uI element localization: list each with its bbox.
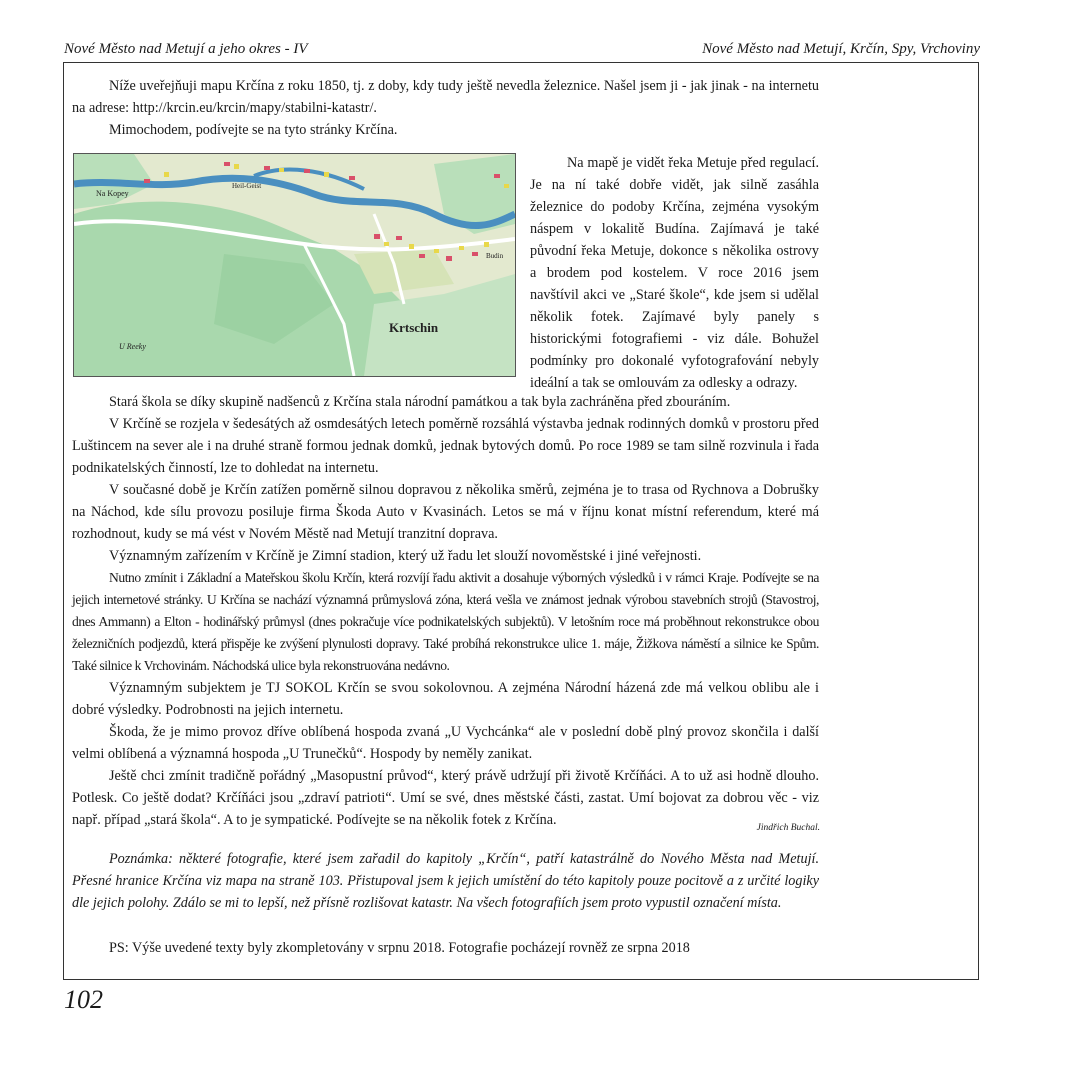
page-number: 102 xyxy=(64,985,103,1014)
body-paragraph: V Krčíně se rozjela v šedesátých až osmdesátých letech poměrně rozsáhlá výstavba jednak rodinných domků v prostoru před Luštincem na sever ale i na druhé straně formou jednak domků, jednak bytových domů. Po roce 1989 se tam silně rozvinula i řada podnikatelských činností, lze to dohledat na internetu. xyxy=(72,416,819,476)
author-signature: Jindřich Buchal. xyxy=(756,823,820,833)
ps-paragraph: PS: Výše uvedené texty byly zkompletovány v srpnu 2018. Fotografie pocházejí rovněž ze srpna 2018 xyxy=(109,940,690,956)
cadastral-map-image xyxy=(73,153,516,377)
intro-paragraph: Mimochodem, podívejte se na tyto stránky Krčína. xyxy=(109,122,398,138)
map-label-u-reeky: U Reeky xyxy=(119,342,146,351)
main-text xyxy=(72,391,819,831)
note-paragraph: Poznámka: některé fotografie, které jsem zařadil do kapitoly „Krčín“, patří katastrálně do Nového Města nad Metují. Přesné hranice Krčína viz mapa na straně 103. Přistupoval jsem k jejich umístění do této kapitoly pouze pocitově a z určité logiky dle jejich polohy. Zdálo se mi to lepší, než přísně rozlišovat katastr. Na všech fotografiích jsem proto vypustil označení místa. xyxy=(72,851,819,911)
map-description: Na mapě je vidět řeka Metuje před regulací. Je na ní také dobře vidět, jak silně zasáhla železnice do podoby Krčína, zejména vysokým náspem v lokalitě Budína. Zajímavá je také původní řeka Metuje, dokonce s několika ostrovy a brodem pod kostelem. V roce 2016 jsem navštívil akci ve „Staré škole“, kde jsem si udělal několik fotek. Zajímavé byly panely s historickými fotografiemi - viz dále. Bohužel podmínky pro dokonalé vyfotografování nebyly ideální a tak se omlouvám za odlesky a odrazy. xyxy=(530,155,819,391)
intro-text xyxy=(72,75,819,141)
map-label-krtschin: Krtschin xyxy=(389,320,439,335)
map-label-na-kopey: Na Kopey xyxy=(96,189,129,198)
running-header-left: Nové Město nad Metují a jeho okres - IV xyxy=(64,41,308,57)
body-paragraph: V současné době je Krčín zatížen poměrně silnou dopravou z několika směrů, zejména je to trasa od Rychnova a Dobrušky na Náchod, kde sílu provozu posiluje firma Škoda Auto v Kvasinách. Letos se má v říjnu konat místní referendum, které má rozhodnout, kudy se má vést v Novém Městě nad Metují tranzitní doprava. xyxy=(72,482,819,542)
body-paragraph: Významným subjektem je TJ SOKOL Krčín se svou sokolovnou. A zejména Národní házená zde má velkou oblibu ale i dobré výsledky. Podrobnosti na jejich internetu. xyxy=(72,680,819,718)
body-paragraph: Škoda, že je mimo provoz dříve oblíbená hospoda zvaná „U Vychcánka“ ale v poslední době plný provoz skončila i další velmi oblíbená a významná hospoda „U Trunečků“. Hospody by neměly zanikat. xyxy=(72,724,819,762)
running-header-right: Nové Město nad Metují, Krčín, Spy, Vrchoviny xyxy=(702,41,980,57)
body-paragraph-condensed: Nutno zmínit i Základní a Mateřskou školu Krčín, která rozvíjí řadu aktivit a dosahuje výborných výsledků i v rámci Kraje. Podívejte se na jejich internetové stránky. U Krčína se nachází významná průmyslová zóna, která vešla ve známost jednak výrobou stavebních strojů (Stavostroj, dnes Ammann) a Elton - hodinářský průmysl (dnes pokračuje více podnikatelských subjektů). V letošním roce má proběhnout rekonstrukce obou železničních podjezdů, která přispěje ke zvýšení plynulosti dopravy. Také probíhá rekonstrukce ulice 1. máje, Žižkova náměstí a silnice ke Spům. Také silnice k Vrchovinám. Náchodská ulice byla rekonstruována nedávno. xyxy=(72,570,819,673)
intro-paragraph: Níže uveřejňuji mapu Krčína z roku 1850, tj. z doby, kdy tudy ještě nevedla železnice. Našel jsem ji - jak jinak - na internetu na adrese: http://krcin.eu/krcin/mapy/stabilni-katastr/. xyxy=(72,78,819,116)
body-paragraph: Významným zařízením v Krčíně je Zimní stadion, který už řadu let slouží novoměstské i jiné veřejnosti. xyxy=(109,548,702,564)
map-illustration xyxy=(74,154,515,376)
map-label-budin: Budin xyxy=(486,252,504,260)
body-paragraph: Ještě chci zmínit tradičně pořádný „Masopustní průvod“, který právě udržují při životě Krčíňáci. A to už asi hodně dlouho. Potlesk. Co ještě dodat? Krčíňáci jsou „zdraví patrioti“. Umí se své, dnes městské části, zastat. Umí bojovat za dobrou věc - viz např. případ „stará škola“. A to je sympatické. Podívejte se na několik fotek z Krčína. xyxy=(72,768,819,828)
body-paragraph: Stará škola se díky skupině nadšenců z Krčína stala národní památkou a tak byla zachráněna před zbouráním. xyxy=(109,394,731,410)
map-label-heil-geist: Heil-Geist xyxy=(232,182,262,190)
